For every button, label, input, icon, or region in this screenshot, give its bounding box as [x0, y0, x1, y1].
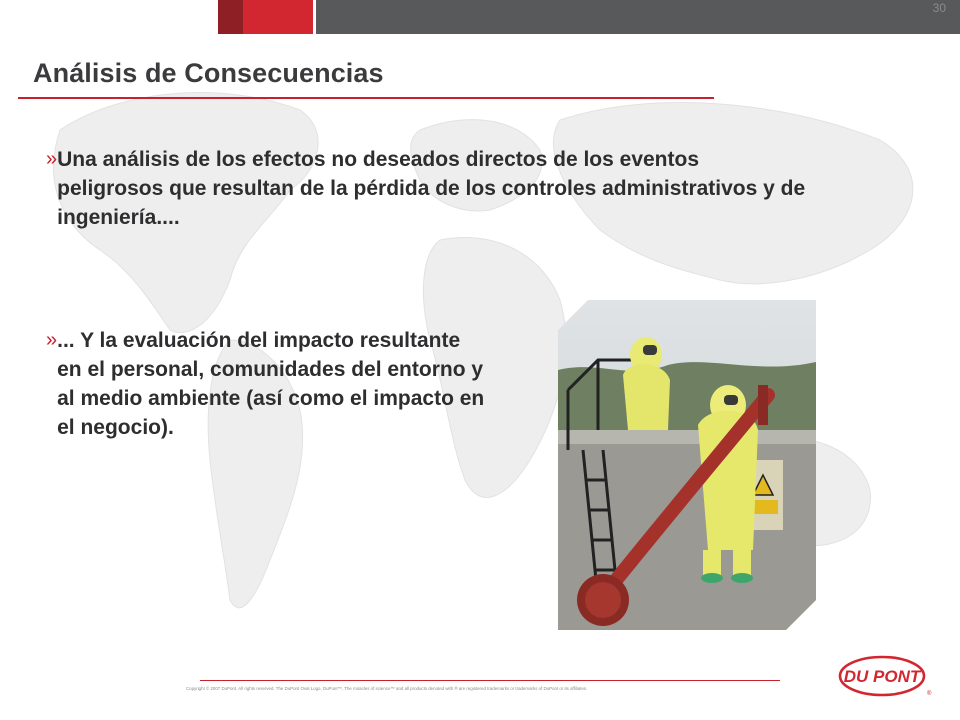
bullet-consequence-analysis [46, 145, 806, 232]
slide-number: 30 [932, 1, 946, 15]
slide-title: Análisis de Consecuencias [33, 58, 384, 88]
footer-rule [200, 680, 780, 681]
logo-registered: ® [927, 691, 932, 697]
hazmat-workers-photo [558, 300, 816, 630]
bullet-impact-evaluation [46, 326, 486, 442]
bullet-marker-icon: » [46, 148, 58, 170]
bullet-text: Una análisis de los efectos no deseados directos de los eventos peligrosos que resultan de la pérdida de los controles administrativos y de ingeniería.... [57, 148, 806, 229]
header-bar [316, 0, 960, 34]
copyright-text: Copyright © 2007 DuPont. All rights reserved. The DuPont Oval Logo, DuPont™, The miracles of science™ and all products denoted with ® are registered trademarks or trademarks of DuPont or its affiliates. [186, 686, 588, 691]
logo-text: DU PONT [843, 667, 921, 686]
header-accent-red [243, 0, 313, 34]
bullet-text: ... Y la evaluación del impacto resultante en el personal, comunidades del entorno y al medio ambiente (así como el impacto en el negocio). [57, 329, 485, 439]
header-accent-dark-red [218, 0, 243, 34]
dupont-oval-logo [838, 655, 932, 697]
title-underline [18, 97, 714, 99]
bullet-marker-icon: » [46, 329, 58, 351]
